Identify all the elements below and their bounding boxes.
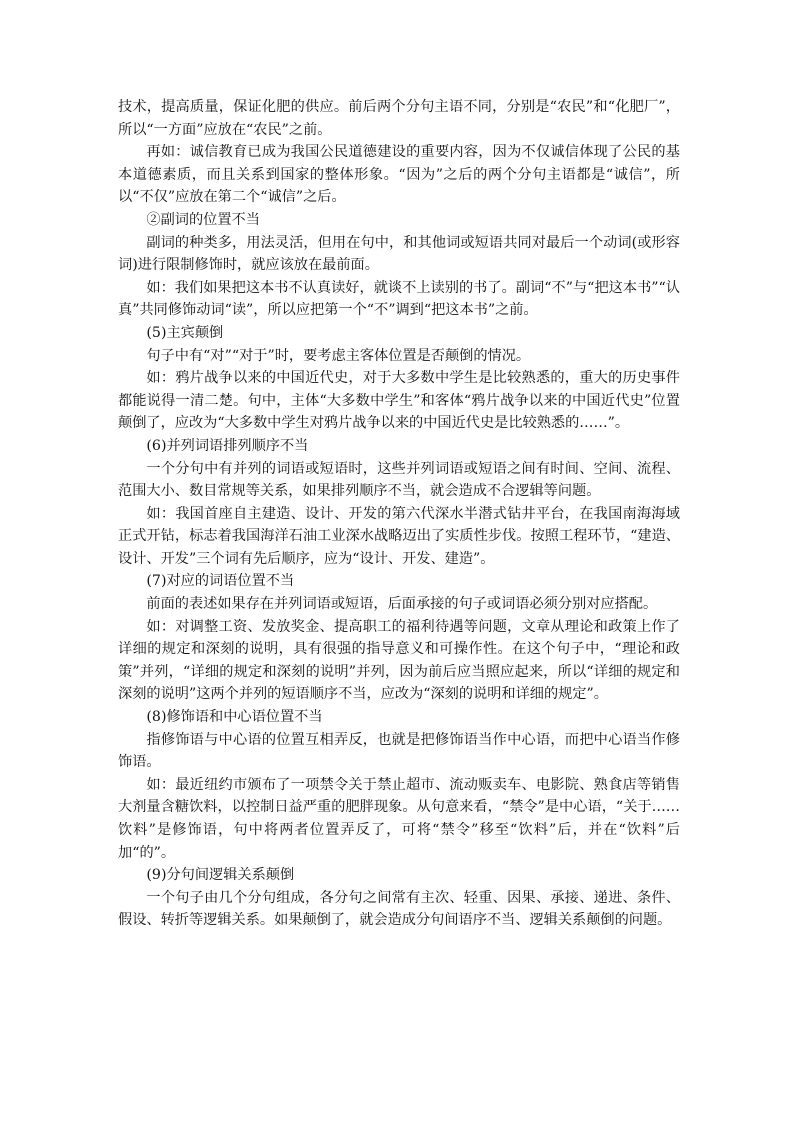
- paragraph-1: 技术，提高质量，保证化肥的供应。前后两个分句主语不同，分别是“农民”和“化肥厂”，所以“一方面”应放在“农民”之前。: [118, 99, 680, 138]
- paragraph-11: 指修饰语与中心语的位置互相弄反，也就是把修饰语当作中心语，而把中心语当作修饰语。: [118, 731, 680, 771]
- paragraph-10: 如：对调整工资、发放奖金、提高职工的福利待遇等问题，文章从理论和政策上作了详细的规定和深刻的说明，具有很强的指导意义和可操作性。在这个句子中，“理论和政策”并列，“详细的规定和深刻的说明”并列，因为前后应当照应起来，所以“详细的规定和深刻的说明”这两个并列的短语顺序不当，应改为“深刻的说明和详细的规定”。: [118, 618, 680, 703]
- paragraph-8: 如：我国首座自主建造、设计、开发的第六代深水半潜式钻井平台，在我国南海海域正式开钻，标志着我国海洋石油工业深水战略迈出了实质性步伐。按照工程环节，“建造、设计、开发”三个词有先后顺序，应为“设计、开发、建造”。: [118, 505, 680, 567]
- section-heading-5: (5)主宾颠倒: [146, 324, 224, 341]
- paragraph-13: 一个句子由几个分句组成，各分句之间常有主次、轻重、因果、承接、递进、条件、假设、转折等逻辑关系。如果颠倒了，就会造成分句间语序不当、逻辑关系颠倒的问题。: [118, 889, 680, 929]
- section-heading-9: (9)分句间逻辑关系颠倒: [146, 867, 295, 884]
- paragraph-12: 如：最近纽约市颁布了一项禁令关于禁止超市、流动贩卖车、电影院、熟食店等销售大剂量含糖饮料，以控制日益严重的肥胖现象。从句意来看，“禁令”是中心语，“关于……饮料”是修饰语，句中将两者位置弄反了，可将“禁令”移至“饮料”后，并在“饮料”后加“的”。: [118, 776, 680, 861]
- paragraph-3: 副词的种类多，用法灵活，但用在句中，和其他词或短语共同对最后一个动词(或形容词)进行限制修饰时，就应该放在最前面。: [118, 234, 680, 274]
- paragraph-9: 前面的表述如果存在并列词语或短语，后面承接的句子或词语必须分别对应搭配。: [146, 596, 658, 613]
- paragraph-6: 如：鸦片战争以来的中国近代史，对于大多数中学生是比较熟悉的，重大的历史事件都能说得一清二楚。句中，主体“大多数中学生”和客体“鸦片战争以来的中国近代史”位置颠倒了，应改为“大多数中学生对鸦片战争以来的中国近代史是比较熟悉的……”。: [118, 370, 680, 432]
- section-heading-8: (8)修饰语和中心语位置不当: [146, 709, 323, 726]
- paragraph-4: 如：我们如果把这本书不认真读好，就谈不上读别的书了。副词“不”与“把这本书”“认真”共同修饰动词“读”，所以应把第一个“不”调到“把这本书”之前。: [118, 279, 680, 319]
- paragraph-7: 一个分句中有并列的词语或短语时，这些并列词语或短语之间有时间、空间、流程、范围大小、数目常规等关系，如果排列顺序不当，就会造成不合逻辑等问题。: [118, 460, 680, 500]
- section-heading-adverb: ②副词的位置不当: [146, 211, 260, 228]
- document-page: [118, 96, 680, 932]
- paragraph-5: 句子中有“对”“对于”时，要考虑主客体位置是否颠倒的情况。: [146, 347, 531, 364]
- paragraph-2: 再如：诚信教育已成为我国公民道德建设的重要内容，因为不仅诚信体现了公民的基本道德素质，而且关系到国家的整体形象。“因为”之后的两个分句主语都是“诚信”，所以“不仅”应放在第二个“诚信”之后。: [118, 144, 680, 206]
- section-heading-6: (6)并列词语排列顺序不当: [146, 437, 309, 454]
- section-heading-7: (7)对应的词语位置不当: [146, 573, 295, 590]
